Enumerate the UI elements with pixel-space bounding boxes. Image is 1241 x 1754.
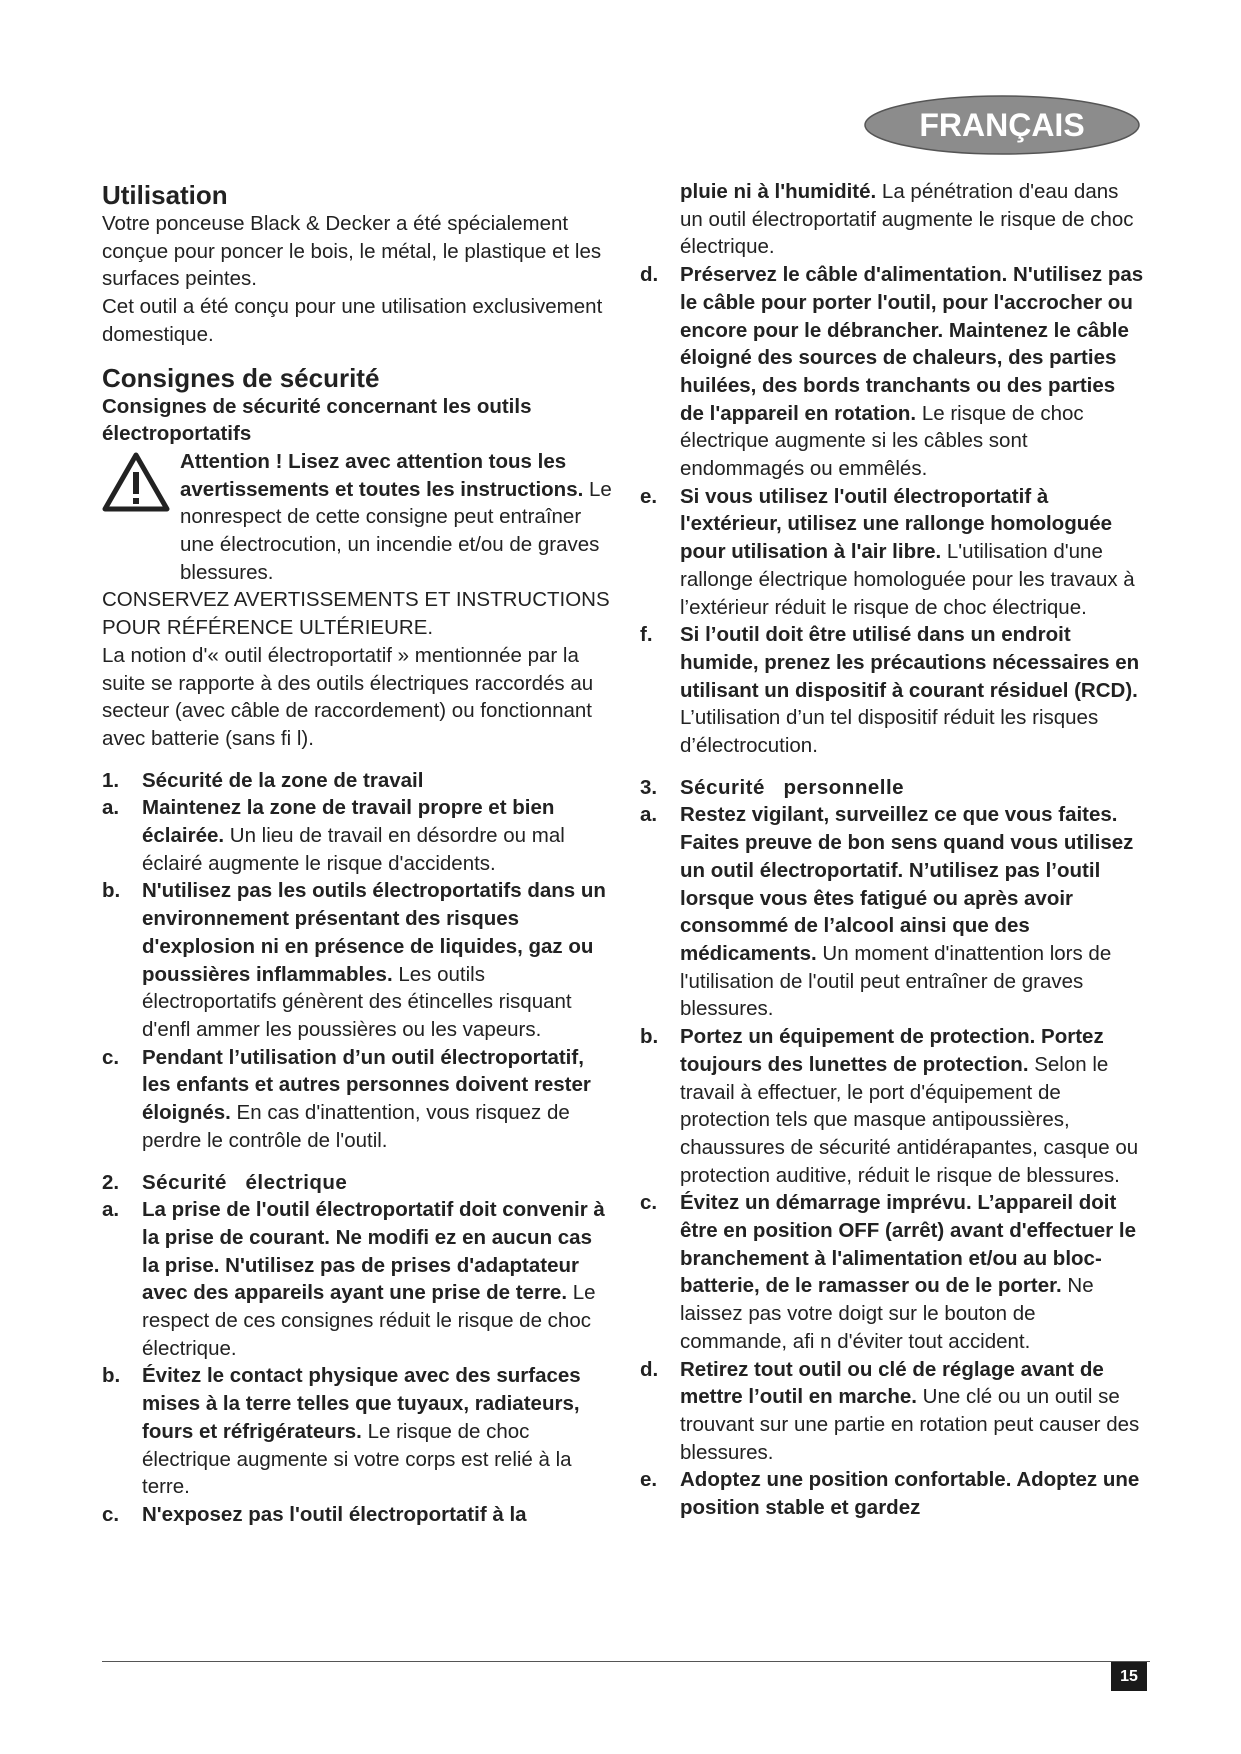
rule-3e — [640, 1466, 1144, 1521]
rule-2c-cont-bold: pluie ni à l'humidité. — [680, 180, 877, 203]
rule-2f-label: f. — [640, 623, 653, 647]
section-2-number: 2. — [102, 1170, 120, 1194]
section-1-number: 1. — [102, 768, 120, 792]
rule-3b — [640, 1023, 1144, 1189]
language-badge — [862, 93, 1142, 157]
rule-3a-text: Un moment d'inattention lors de l'utilisation de l'outil peut entraîner de graves blessures. — [680, 941, 1112, 1021]
rule-1b-label: b. — [102, 879, 121, 903]
section-1-title: Sécurité de la zone de travail — [142, 768, 424, 792]
rule-2e-bold: Si vous utilisez l'outil électroportatif à l'extérieur, utilisez une rallonge homologuée pour utilisation à l'air libre. — [680, 484, 1113, 564]
right-column — [640, 178, 1144, 1522]
rule-2f-text: L’utilisation d’un tel dispositif réduit les risques d’électrocution. — [680, 706, 1099, 758]
rule-2e-label: e. — [640, 484, 658, 508]
rule-2a-label: a. — [102, 1198, 120, 1222]
usage-title: Utilisation — [102, 180, 228, 210]
rule-3d-text: Une clé ou un outil se trouvant sur une partie en rotation peut causer des blessures. — [680, 1385, 1140, 1464]
rule-3e-label: e. — [640, 1468, 658, 1492]
rule-1a-text: Un lieu de travail en désordre ou mal éclairé augmente le risque d'accidents. — [142, 824, 565, 875]
language-label: FRANÇAIS — [919, 107, 1085, 143]
rule-2d-label: d. — [640, 263, 659, 287]
rule-2a-text: Le respect de ces consignes réduit le risque de choc électrique. — [142, 1281, 596, 1360]
rule-1b-bold: N'utilisez pas les outils électroportatifs dans un environnement présentant des risques d'explosion ni en présence de liquides, gaz ou poussières inflammables. — [142, 879, 606, 986]
rule-2d — [640, 261, 1144, 483]
rule-3b-bold: Portez un équipement de protection. Portez toujours des lunettes de protection. — [680, 1025, 1104, 1076]
rule-2c-bold: N'exposez pas l'outil électroportatif à la — [142, 1502, 527, 1526]
rule-2c — [102, 1501, 614, 1529]
warning-bold: Attention ! Lisez avec attention tous les avertissements et toutes les instructions. — [180, 449, 584, 501]
warning-body: Le nonrespect de cette consigne peut entraîner une électrocution, un incendie et/ou de graves blessures. — [180, 477, 612, 584]
rule-1b-text: Les outils électroportatifs génèrent des étincelles risquant d'enfl ammer les poussières ou les vapeurs. — [142, 962, 572, 1041]
rule-1c-text: En cas d'inattention, vous risquez de perdre le contrôle de l'outil. — [142, 1101, 570, 1152]
rule-3a-bold: Restez vigilant, surveillez ce que vous faites. Faites preuve de bon sens quand vous utilisez un outil électroportatif. N’utilisez pas l’outil lorsque vous êtes fatigué ou après avoir consommé de l’alcool ainsi que des médicaments. — [680, 803, 1134, 965]
rule-3c — [640, 1189, 1144, 1355]
language-badge-shape — [862, 93, 1142, 157]
rule-2b-bold: Évitez le contact physique avec des surfaces mises à la terre telles que tuyaux, radiateurs, fours et réfrigérateurs. — [142, 1364, 581, 1443]
rule-2a-bold: La prise de l'outil électroportatif doit convenir à la prise de courant. Ne modifi ez en aucun cas la prise. N'utilisez pas de prises d'adaptateur avec des appareils ayant une prise de terre. — [142, 1198, 605, 1305]
rule-1c — [102, 1044, 614, 1155]
safety-subtitle: Consignes de sécurité concernant les outils électroportatifs — [102, 394, 532, 446]
rule-2b-label: b. — [102, 1364, 121, 1388]
usage-paragraph: Votre ponceuse Black & Decker a été spécialement conçue pour poncer le bois, le métal, le plastique et les surfaces peintes. — [102, 212, 602, 291]
rule-2a — [102, 1196, 614, 1362]
section-3-heading — [640, 774, 1144, 802]
rule-2f — [640, 621, 1144, 760]
keep-instructions: CONSERVEZ AVERTISSEMENTS ET INSTRUCTIONS POUR RÉFÉRENCE ULTÉRIEURE. — [102, 588, 610, 640]
rule-2d-bold: Préservez le câble d'alimentation. N'utilisez pas le câble pour porter l'outil, pour l'accrocher ou encore pour le débrancher. Maintenez le câble éloigné des sources de chaleurs, des parties huilées, des bords tranchants ou des parties de l'appareil en rotation. — [680, 263, 1144, 425]
safety-title: Consignes de sécurité — [102, 362, 380, 393]
footer-divider — [102, 1661, 1150, 1662]
rule-3a-label: a. — [640, 803, 658, 827]
rule-2b-text: Le risque de choc électrique augmente si votre corps est relié à la terre. — [142, 1419, 572, 1499]
rule-2d-text: Le risque de choc électrique augmente si les câbles sont endommagés ou emmêlés. — [680, 401, 1084, 481]
rule-3b-label: b. — [640, 1025, 659, 1049]
rule-1a-bold: Maintenez la zone de travail propre et bien éclairée. — [142, 796, 555, 848]
rule-3d-label: d. — [640, 1357, 659, 1381]
rule-1b — [102, 877, 614, 1043]
notion-paragraph: La notion d'« outil électroportatif » mentionnée par la suite se rapporte à des outils électriques raccordés au secteur (avec câble de raccordement) ou fonctionnant avec batterie (sans fi l). — [102, 643, 594, 750]
warning-text — [180, 448, 614, 587]
rule-3a — [640, 801, 1144, 1023]
rule-2c-label: c. — [102, 1502, 120, 1526]
section-2-heading — [102, 1169, 614, 1197]
rule-2c-cont-text: La pénétration d'eau dans un outil électroportatif augmente le risque de choc électrique. — [680, 180, 1134, 259]
rule-2b — [102, 1362, 614, 1501]
rule-2c-continued — [640, 178, 1144, 261]
warning-triangle-icon — [102, 452, 170, 512]
rule-3c-text: Ne laissez pas votre doigt sur le bouton de commande, afi n d'éviter tout accident. — [680, 1274, 1094, 1353]
rule-3e-bold: Adoptez une position confortable. Adoptez une position stable et gardez — [680, 1468, 1140, 1520]
rule-1a — [102, 794, 614, 877]
rule-2e-text: L'utilisation d'une rallonge électrique homologuée pour les travaux à l’extérieur réduit le risque de choc électrique. — [680, 540, 1135, 619]
rule-3c-bold: Évitez un démarrage imprévu. L’appareil doit être en position OFF (arrêt) avant d'effectuer le branchement à l'alimentation et/ou au bloc-batterie, de le ramasser ou de le porter. — [680, 1191, 1136, 1298]
rule-3b-text: Selon le travail à effectuer, le port d'équipement de protection tels que masque antipoussières, chaussures de sécurité antidérapantes, casque ou protection auditive, réduit le risque de blessures. — [680, 1052, 1139, 1187]
warning-block — [102, 448, 614, 587]
rule-3d-bold: Retirez tout outil ou clé de réglage avant de mettre l’outil en marche. — [680, 1357, 1104, 1409]
rule-1c-label: c. — [102, 1045, 120, 1069]
section-3-number: 3. — [640, 775, 658, 799]
rule-1c-bold: Pendant l’utilisation d’un outil électroportatif, les enfants et autres personnes doivent rester éloignés. — [142, 1045, 591, 1125]
rule-3c-label: c. — [640, 1191, 658, 1215]
page-number: 15 — [1111, 1662, 1147, 1691]
section-2-title: Sécurité électrique — [142, 1170, 348, 1194]
rule-3d — [640, 1356, 1144, 1467]
section-1-heading — [102, 767, 614, 795]
usage-domestic-paragraph: Cet outil a été conçu pour une utilisation exclusivement domestique. — [102, 295, 603, 346]
left-column — [102, 180, 614, 1529]
rule-1a-label: a. — [102, 796, 120, 820]
rule-2e — [640, 483, 1144, 622]
rule-2f-bold: Si l’outil doit être utilisé dans un endroit humide, prenez les précautions nécessaires en utilisant un dispositif à courant résiduel (RCD). — [680, 623, 1140, 702]
section-3-title: Sécurité personnelle — [680, 775, 905, 799]
